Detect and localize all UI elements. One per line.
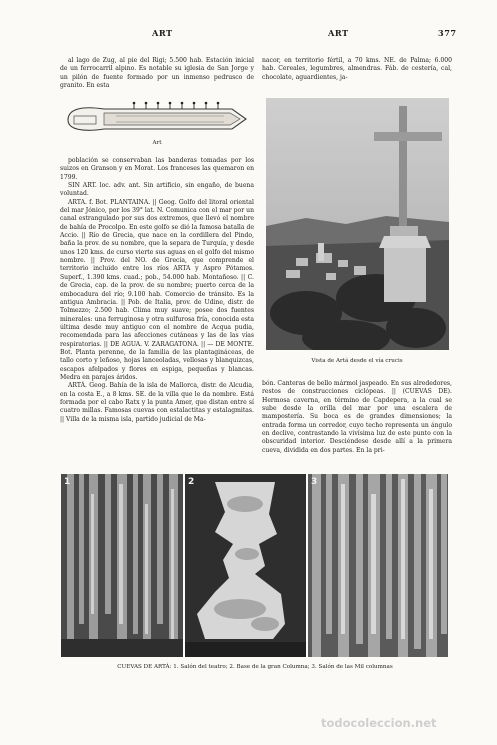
arta-view-caption: Vista de Artá desde el vía crucis xyxy=(311,358,403,364)
cave-photo-theatre xyxy=(61,474,183,657)
right-column-body xyxy=(262,380,452,455)
right-top-paragraph: nacor, en territorio fértil, a 70 kms. NE. de Palma; 6.000 hab. Cereales, legumbres, almendras. Fáb. de cestería, cal, chocolate, aguardientes, ja- xyxy=(262,57,452,81)
page-number: 377 xyxy=(438,28,457,38)
left-paragraph-sin-art: SIN ART. loc. adv. ant. Sin artificio, sin engaño, de buena voluntad. xyxy=(60,182,254,198)
cave-photo-number-1: 1 xyxy=(64,477,71,487)
right-bottom-paragraph: bón. Canteras de bello mármol jaspeado. En sus alrededores, restos de construcciones ciclópeas. || (CUEVAS DE). Hermosa caverna, en término de Capdepera, a la cual se sube desde la orilla del mar por una escalera de mampostería. Su boca es de grandes dimensiones; la entrada forma un corredor, cuyo techo representa un ángulo en declive, contrastando la vivísima luz de este punto con la obscuridad interior. Desciéndese desde allí a la primera cueva, dividida en dos partes. En la pri- xyxy=(262,380,452,454)
right-column-top xyxy=(262,57,452,82)
left-column-top xyxy=(60,57,254,90)
left-top-paragraph: al lago de Zug, al pie del Rigi; 5.500 hab. Estación inicial de un ferrocarril alpino. Es notable su iglesia de San Jorge y un pilón de fuente formado por un inmenso pedrusco de granito. En esta xyxy=(60,57,254,90)
cave-photo-number-2: 2 xyxy=(188,477,195,487)
art-figure-caption: Art xyxy=(152,140,162,146)
header-left: ART xyxy=(152,28,173,38)
art-figure-drawing xyxy=(64,100,250,138)
left-paragraph-poblacion: población se conservaban las banderas tomadas por los suizos en Granson y en Morat. Los franceses las quemaron en 1799. xyxy=(60,157,254,181)
left-column-body xyxy=(60,157,254,424)
arta-view-photo xyxy=(266,98,449,350)
cave-photo-column-base xyxy=(185,474,306,657)
watermark-text: todocoleccion.net xyxy=(321,716,437,730)
art-figure xyxy=(64,100,250,138)
cave-photo-thousand-columns xyxy=(308,474,448,657)
cave-photos-caption: CUEVAS DE ARTÁ: 1. Salón del teatro; 2. Base de la gran Columna; 3. Salón de las Mil columnas xyxy=(117,664,393,670)
header-right: ART xyxy=(328,28,349,38)
cave-photo-number-3: 3 xyxy=(311,477,318,487)
left-paragraph-arta: ARTA. f. Bot. PLANTAINA. || Geog. Golfo del litoral oriental del mar Jónico, por los 39° lat. N. Comunica con el mar por un canal estrangulado por sus dos extremos, que llevó el nombre de bahía de Procolpo. En este golfo se dió la famosa batalla de Accio. || Río de Grecia, que nace en la cordillera del Pindo, baña la prov. de su nombre, que la separa de Turquía, y desde unos 120 kms. de curso vierte sus aguas en el golfo del mismo nombre. || Prov. del NO. de Grecia, que comprende el territorio incluido entre los ríos ARTA y Aspro Pótamos. Superf., 1.390 kms. cuad.; pob., 54.000 hab. Montañoso. || C. de Grecia, cap. de la prov. de su nombre; puerto cerca de la embocadura del río; 9.100 hab. Comercio de tránsito. Es la antigua Ambracia. || Pob. de Italia, prov. de Udine, distr. de Tolmezzo; 2.500 hab. Clima muy suave; posee dos fuentes minerales: una ferruginosa y otra sulfurosa fría, conocida esta última desde muy antiguo con el nombre de Acqua pudia, recomendada para las afecciones cutáneas y las de las vías respiratorias. || DE AGUA. V. ZARAGATONA. || — DE MONTE. Bot. Planta perenne, de la familia de las plantagináceas, de tallo corto y leñoso, hojas lanceoladas, vellosas y blanquizcas, escapos afelpados y flores en espiga, pequeñas y blancas. Medra en parajes áridos. xyxy=(60,198,254,381)
left-paragraph-arta-mallorca: ARTÁ. Geog. Bahía de la isla de Mallorca, distr. de Alcudia, en la costa E., a 8 kms. SE. de la villa que le da nombre. Está formada por el cabo Ratx y la punta Amer, que distan entre sí cuatro millas. Famosas cuevas con estalactitas y estalagmitas. || Villa de la misma isla, partido judicial de Ma- xyxy=(60,382,254,423)
